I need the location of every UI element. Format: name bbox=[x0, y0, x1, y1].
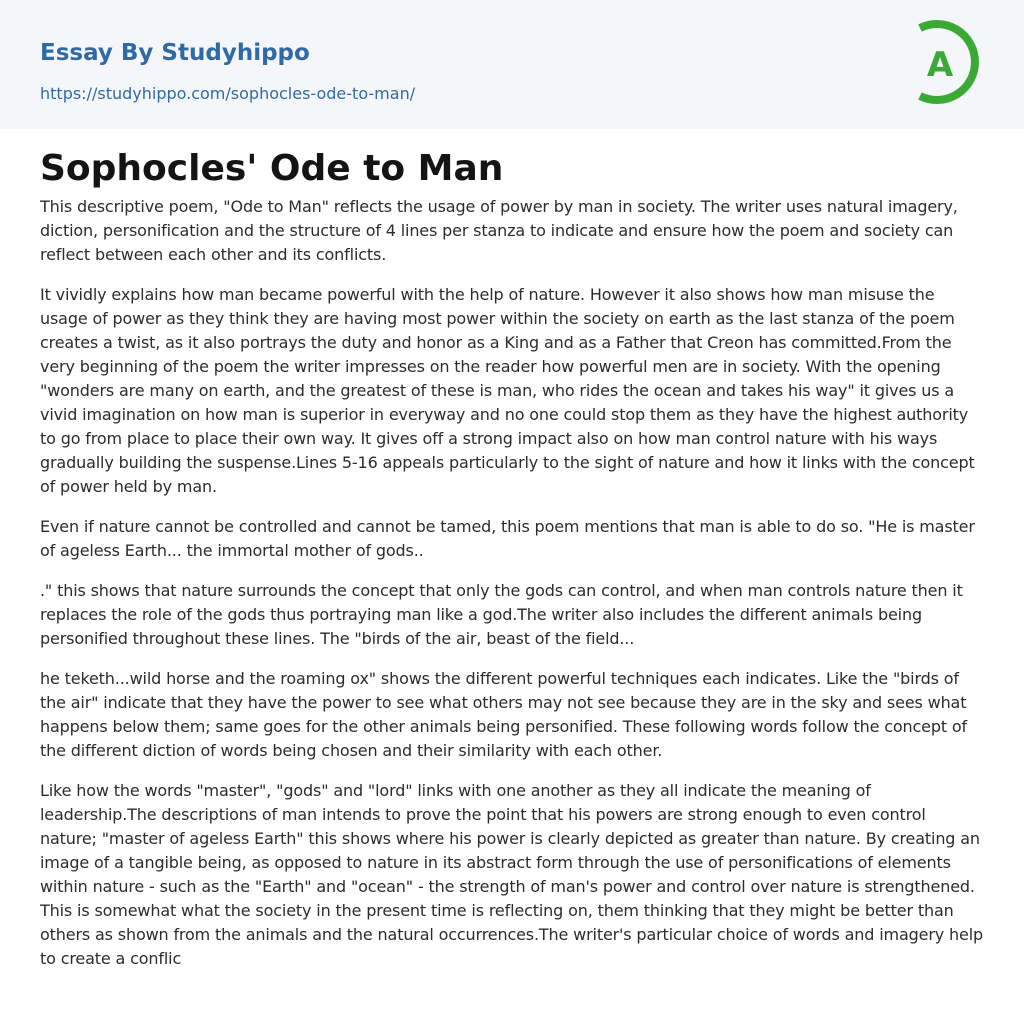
article bbox=[0, 129, 1024, 971]
paragraph-5: he teketh...wild horse and the roaming ox" shows the different powerful techniques each indicates. Like the "birds of the air" indicate that they have the power to see what others may not see because they are in the sky and sees what happens below them; same goes for the other animals being personified. These following words follow the concept of the different diction of words being chosen and their similarity with each other. bbox=[40, 669, 968, 760]
paragraph-2: It vividly explains how man became powerful with the help of nature. However it also shows how man misuse the usage of power as they think they are having most power within the society on earth as the last stanza of the poem creates a twist, as it also portrays the duty and honor as a King and as a Father that Creon has committed.From the very beginning of the poem the writer impresses on the reader how powerful men are in society. With the opening "wonders are many on earth, and the greatest of these is man, who rides the ocean and takes his way" it gives us a vivid imagination on how man is superior in everyway and no one could stop them as they have the highest authority to go from place to place their own way. It gives off a strong impact also on how man control nature with his ways gradually building the suspense.Lines 5-16 appeals particularly to the sight of nature and how it links with the concept of power held by man. bbox=[40, 285, 975, 496]
site-header bbox=[0, 0, 1024, 129]
paragraph-3: Even if nature cannot be controlled and cannot be tamed, this poem mentions that man is able to do so. "He is master of ageless Earth... the immortal mother of gods.. bbox=[40, 517, 975, 560]
page-title: Sophocles' Ode to Man bbox=[40, 148, 504, 189]
studyhippo-logo-icon[interactable] bbox=[908, 18, 988, 106]
paragraph-4: ." this shows that nature surrounds the concept that only the gods can control, and when man controls nature then it replaces the role of the gods thus portraying man like a god.The writer also includes the different animals being personified throughout these lines. The "birds of the air, beast of the field... bbox=[40, 581, 963, 648]
paragraph-6: Like how the words "master", "gods" and "lord" links with one another as they all indicate the meaning of leadership.The descriptions of man intends to prove the point that his powers are strong enough to even control nature; "master of ageless Earth" this shows where his power is clearly depicted as greater than nature. By creating an image of a tangible being, as opposed to nature in its abstract form through the use of personifications of elements within nature - such as the "Earth" and "ocean" - the strength of man's power and control over nature is strengthened. This is somewhat what the society in the present time is reflecting on, them thinking that they might be better than others as shown from the animals and the natural occurrences.The writer's particular choice of words and imagery help to create a conflic bbox=[40, 781, 983, 968]
paragraph-1: This descriptive poem, "Ode to Man" reflects the usage of power by man in society. The writer uses natural imagery, diction, personification and the structure of 4 lines per stanza to indicate and ensure how the poem and society can reflect between each other and its conflicts. bbox=[40, 197, 958, 264]
brand-title[interactable]: Essay By Studyhippo bbox=[40, 40, 310, 66]
logo-letter: A bbox=[926, 45, 954, 85]
source-url-link[interactable]: https://studyhippo.com/sophocles-ode-to-man/ bbox=[40, 84, 416, 103]
